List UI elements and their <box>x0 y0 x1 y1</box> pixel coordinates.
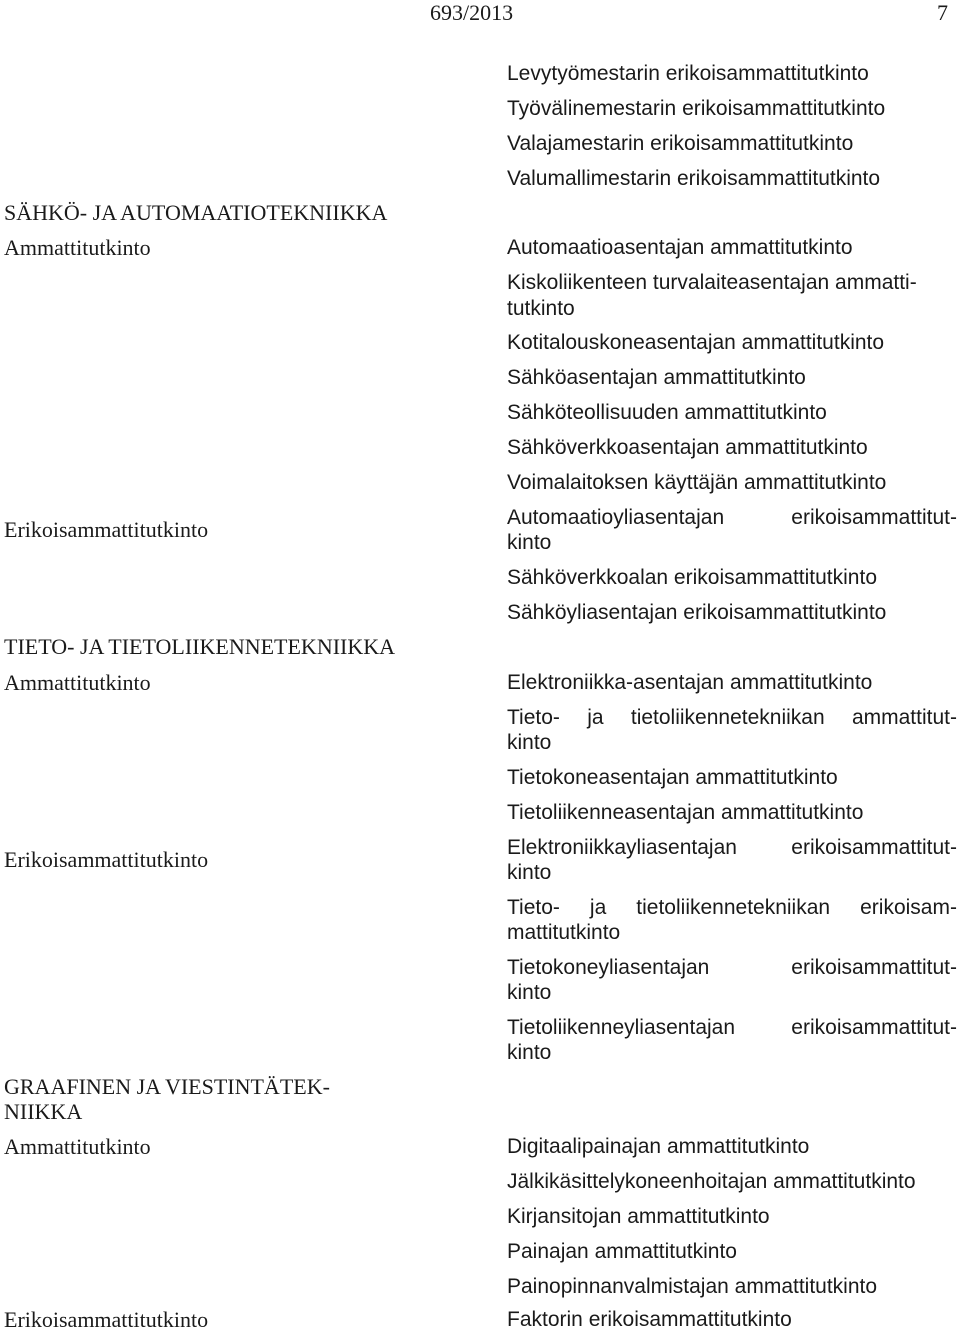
degree-item-continuation: kinto <box>507 1041 552 1064</box>
degree-item <box>507 895 957 921</box>
category-specialist: Erikoisammattitutkinto <box>4 1307 209 1332</box>
degree-item <box>507 705 957 731</box>
degree-item: Sähköteollisuuden ammattitutkinto <box>507 401 827 424</box>
category-specialist: Erikoisammattitutkinto <box>4 517 209 542</box>
degree-item: Voimalaitoksen käyttäjän ammattitutkinto <box>507 471 887 494</box>
degree-item: Elektroniikka-asentajan ammattitutkinto <box>507 671 873 694</box>
degree-item-continuation: tutkinto <box>507 297 575 320</box>
degree-text: Tieto- <box>507 896 560 919</box>
degree-text: Tietoliikenneyliasentajan <box>507 1016 736 1039</box>
section-title-graphic-line2: NIIKKA <box>4 1099 83 1124</box>
degree-item: Automaatioasentajan ammattitutkinto <box>507 236 853 259</box>
degree-item: Kotitalouskoneasentajan ammattitutkinto <box>507 331 885 354</box>
degree-text: Elektroniikkayliasentajan <box>507 836 737 859</box>
degree-text: tietoliikennetekniikan <box>636 896 831 919</box>
degree-item: Kiskoliikenteen turvalaiteasentajan ammatti- <box>507 271 917 294</box>
degree-item-continuation: kinto <box>507 981 552 1004</box>
section-title-ict: TIETO- JA TIETOLIIKENNETEKNIIKKA <box>4 634 396 659</box>
degree-text: tietoliikennetekniikan <box>630 706 825 729</box>
degree-item: Tietokoneasentajan ammattitutkinto <box>507 766 838 789</box>
document-number: 693/2013 <box>430 0 514 25</box>
degree-item: Jälkikäsittelykoneenhoitajan ammattitutkinto <box>507 1170 916 1193</box>
category-specialist: Erikoisammattitutkinto <box>4 847 209 872</box>
degree-item-continuation: mattitutkinto <box>507 921 621 944</box>
degree-item <box>507 955 957 981</box>
degree-text: erikoisammattitut- <box>791 956 957 979</box>
degree-item-continuation: kinto <box>507 531 552 554</box>
degree-item: Sähköverkkoalan erikoisammattitutkinto <box>507 566 878 589</box>
degree-item: Kirjansitojan ammattitutkinto <box>507 1205 770 1228</box>
degree-text: Tieto- <box>507 706 560 729</box>
category-vocational: Ammattitutkinto <box>4 670 151 695</box>
degree-item: Valumallimestarin erikoisammattitutkinto <box>507 167 881 190</box>
degree-item: Sähköyliasentajan erikoisammattitutkinto <box>507 601 887 624</box>
degree-text: Automaatioyliasentajan <box>507 506 725 529</box>
degree-text: erikoisammattitut- <box>791 506 957 529</box>
degree-item: Tietoliikenneasentajan ammattitutkinto <box>507 801 864 824</box>
degree-item: Faktorin erikoisammattitutkinto <box>507 1308 792 1331</box>
degree-item <box>507 1015 957 1041</box>
degree-item-continuation: kinto <box>507 861 552 884</box>
degree-text: Tietokoneyliasentajan <box>507 956 710 979</box>
degree-item: Työvälinemestarin erikoisammattitutkinto <box>507 97 886 120</box>
degree-text: erikoisam- <box>860 896 957 919</box>
degree-item: Painajan ammattitutkinto <box>507 1240 737 1263</box>
degree-text: ja <box>587 706 604 729</box>
category-vocational: Ammattitutkinto <box>4 1134 151 1159</box>
degree-item: Sähköasentajan ammattitutkinto <box>507 366 806 389</box>
degree-item: Levytyömestarin erikoisammattitutkinto <box>507 62 869 85</box>
section-title-graphic-line1: GRAAFINEN JA VIESTINTÄTEK- <box>4 1074 330 1099</box>
degree-item <box>507 835 957 861</box>
page-number: 7 <box>937 0 948 25</box>
degree-text: erikoisammattitut- <box>791 836 957 859</box>
degree-item: Valajamestarin erikoisammattitutkinto <box>507 132 854 155</box>
degree-item-continuation: kinto <box>507 731 552 754</box>
degree-item: Painopinnanvalmistajan ammattitutkinto <box>507 1275 878 1298</box>
degree-item: Digitaalipainajan ammattitutkinto <box>507 1135 810 1158</box>
degree-text: ammattitut- <box>851 706 957 729</box>
degree-item: Sähköverkkoasentajan ammattitutkinto <box>507 436 868 459</box>
section-title-electrical: SÄHKÖ- JA AUTOMAATIOTEKNIIKKA <box>4 200 388 225</box>
degree-text: ja <box>589 896 607 919</box>
category-vocational: Ammattitutkinto <box>4 235 151 260</box>
degree-text: erikoisammattitut- <box>791 1016 957 1039</box>
degree-item <box>507 505 957 531</box>
